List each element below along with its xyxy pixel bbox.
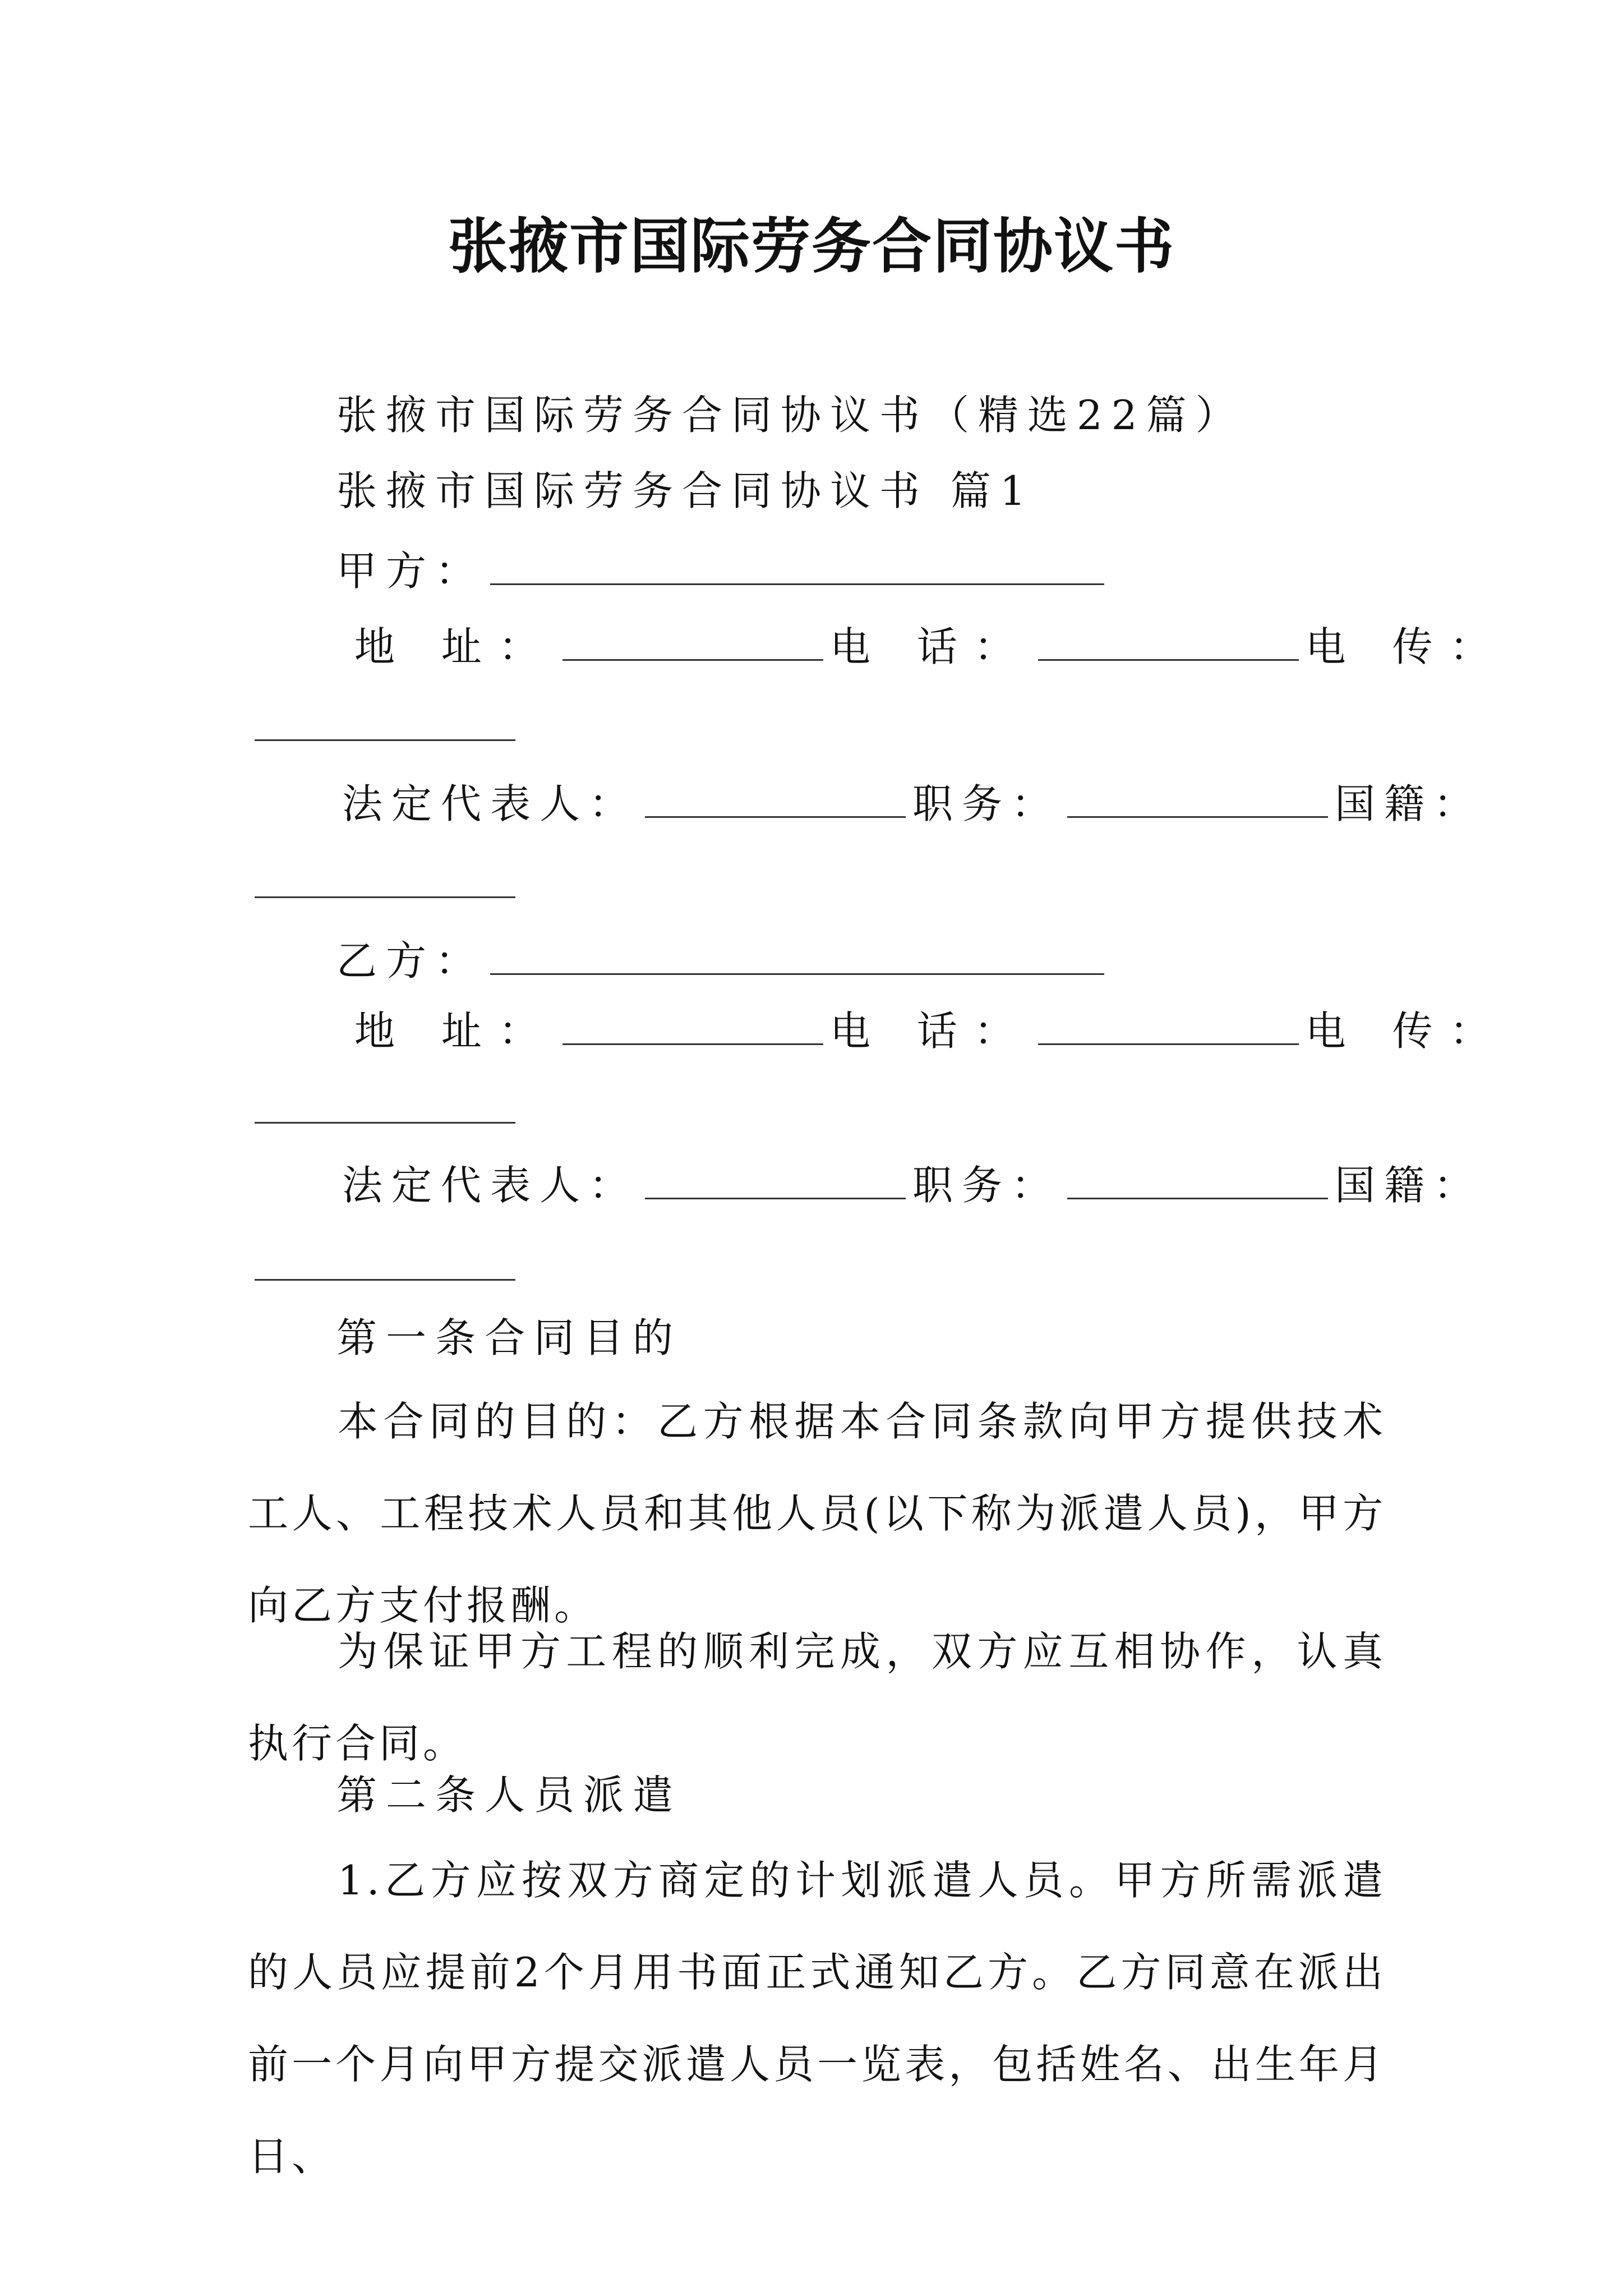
party-a-nationality-label: 国籍： bbox=[1335, 780, 1483, 827]
article1-paragraph-2: 为保证甲方工程的顺利完成，双方应互相协作，认真执行合同。 bbox=[248, 1628, 1386, 1767]
party-b-line bbox=[336, 928, 1111, 989]
party-b-blank bbox=[490, 928, 1104, 975]
party-b-phone-label: 电 话： bbox=[829, 1007, 1031, 1055]
party-b-rep-blank bbox=[645, 1153, 906, 1199]
article1-paragraph-1: 本合同的目的：乙方根据本合同条款向甲方提供技术工人、工程技术人员和其他人员(以下称为派遣人员)，甲方向乙方支付报酬。 bbox=[248, 1398, 1386, 1629]
party-a-position-blank bbox=[1067, 771, 1328, 818]
party-b-address-blank bbox=[562, 999, 823, 1045]
party-b-label: 乙方： bbox=[336, 937, 485, 984]
party-b-rep-line bbox=[342, 1153, 1483, 1213]
party-b-phone-blank bbox=[1038, 999, 1299, 1045]
document-subtitle: 张掖市国际劳务合同协议书（精选22篇） bbox=[336, 392, 1245, 439]
party-b-fax-blank bbox=[255, 1122, 515, 1124]
party-a-rep-blank bbox=[645, 771, 906, 818]
party-a-phone-label: 电 话： bbox=[829, 623, 1031, 670]
party-a-contact-line bbox=[354, 614, 1507, 675]
section-heading: 张掖市国际劳务合同协议书 篇1 bbox=[336, 467, 1035, 514]
party-b-fax-label: 电 传： bbox=[1305, 1007, 1507, 1055]
article2-paragraph-1: 1.乙方应按双方商定的计划派遣人员。甲方所需派遣的人员应提前2个月用书面正式通知乙方。乙方同意在派出前一个月向甲方提交派遣人员一览表，包括姓名、出生年月日、 bbox=[248, 1857, 1386, 2180]
party-a-rep-line bbox=[342, 771, 1483, 832]
party-a-phone-blank bbox=[1038, 614, 1299, 661]
party-a-address-label: 地 址： bbox=[354, 623, 556, 670]
document-title: 张掖市国际劳务合同协议书 bbox=[448, 211, 1175, 281]
article2-heading: 第二条人员派遣 bbox=[336, 1772, 683, 1819]
party-a-line bbox=[336, 539, 1111, 599]
party-b-address-label: 地 址： bbox=[354, 1007, 556, 1055]
party-a-address-blank bbox=[562, 614, 823, 661]
party-b-rep-label: 法定代表人： bbox=[342, 1162, 639, 1209]
party-a-fax-label: 电 传： bbox=[1305, 623, 1507, 670]
party-b-position-label: 职务： bbox=[912, 1162, 1061, 1209]
party-a-rep-label: 法定代表人： bbox=[342, 780, 639, 827]
party-b-nationality-blank bbox=[255, 1279, 515, 1281]
party-a-nationality-blank bbox=[255, 896, 515, 898]
party-a-blank bbox=[490, 539, 1104, 585]
party-b-position-blank bbox=[1067, 1153, 1328, 1199]
party-a-fax-blank bbox=[255, 739, 515, 741]
party-b-nationality-label: 国籍： bbox=[1335, 1162, 1483, 1209]
party-a-label: 甲方： bbox=[336, 547, 485, 595]
party-b-contact-line bbox=[354, 999, 1507, 1059]
party-a-position-label: 职务： bbox=[912, 780, 1061, 827]
article1-heading: 第一条合同目的 bbox=[336, 1314, 683, 1361]
